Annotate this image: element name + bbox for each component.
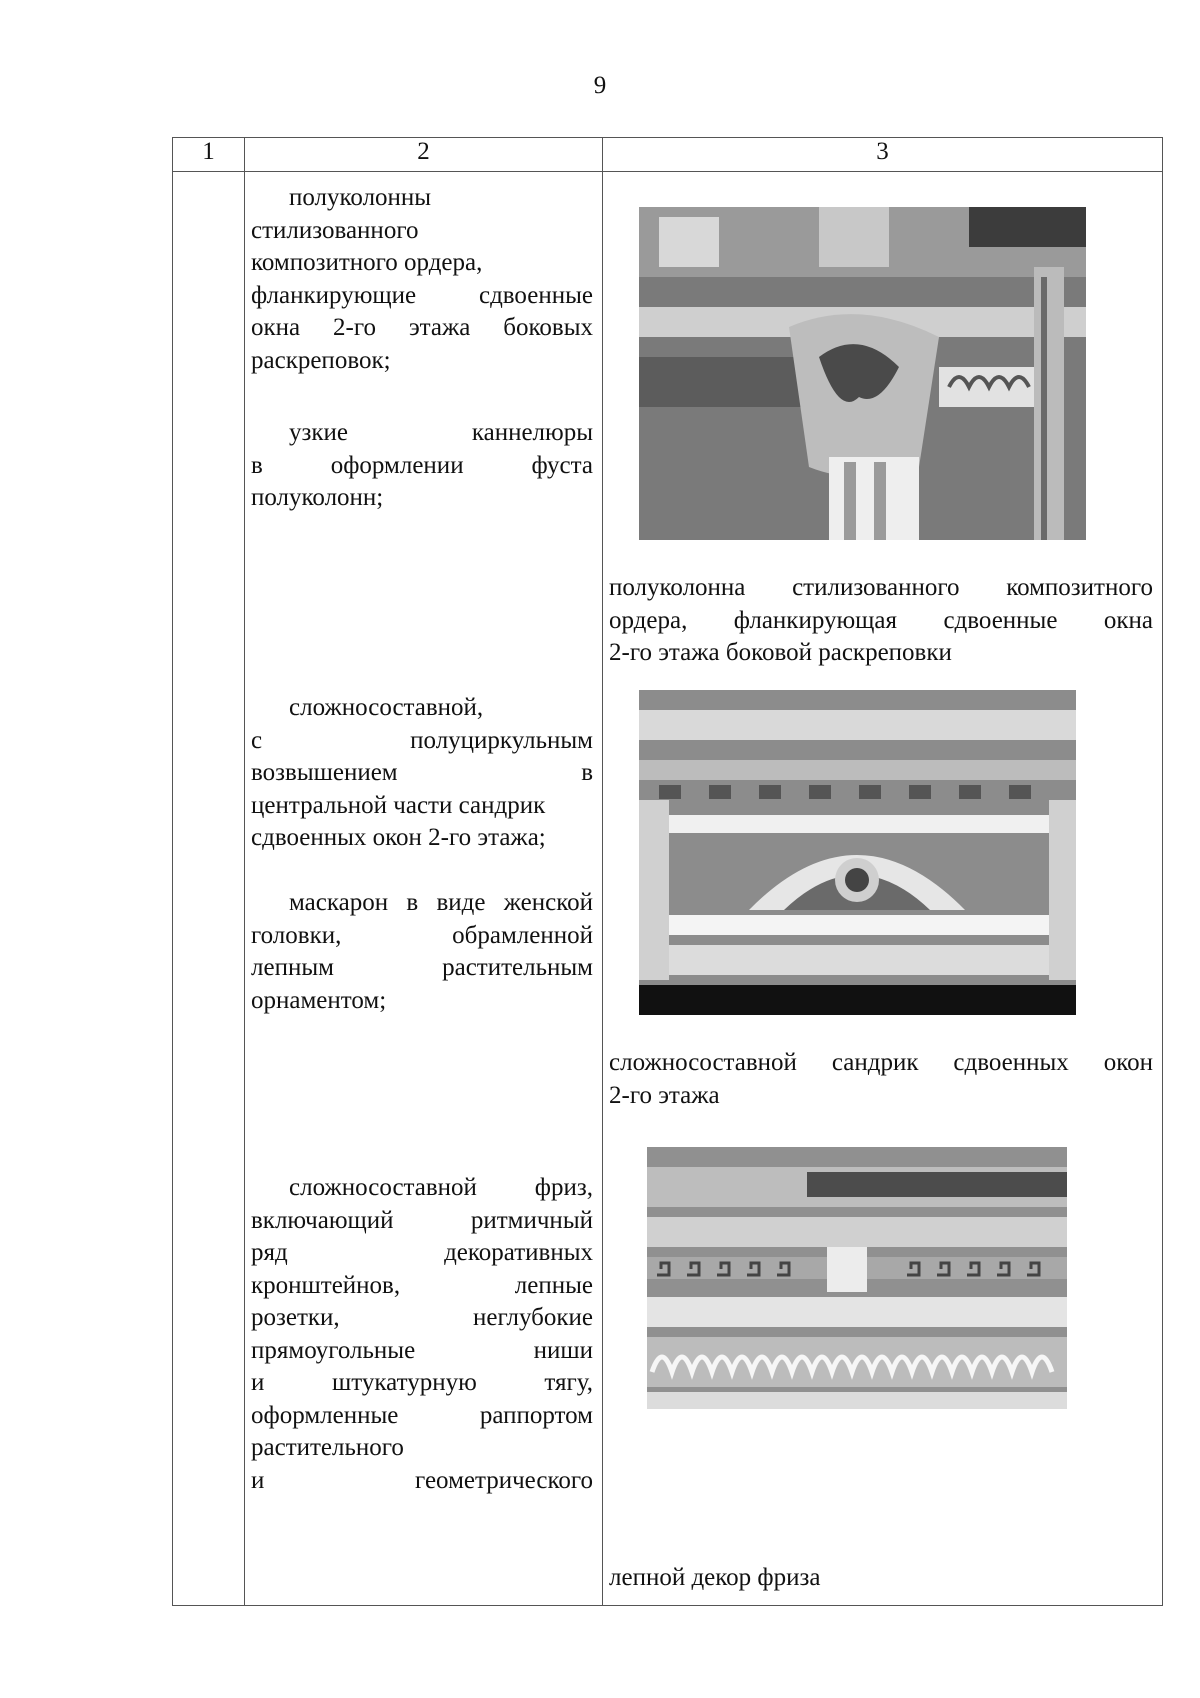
text-line: прямоугольные ниши	[251, 1336, 593, 1364]
text-line: и геометрического	[251, 1466, 593, 1494]
text-line: ордера, фланкирующая сдвоенные окна	[609, 606, 1153, 634]
text-line: сложносоставной фриз,	[289, 1174, 593, 1201]
description-paragraph	[245, 692, 593, 855]
row-number-cell	[173, 172, 245, 1606]
description-paragraph	[245, 1172, 593, 1497]
table-row	[173, 172, 1163, 1606]
column-header-3: 3	[603, 138, 1163, 172]
text-line: 2-го этажа боковой раскреповки	[609, 639, 952, 666]
text-line: полуколонна стилизованного композитного	[609, 574, 1153, 601]
page-number: 9	[593, 72, 607, 99]
text-line: с полуциркульным	[251, 726, 593, 754]
text-line: сложносоставной сандрик сдвоенных окон	[609, 1049, 1153, 1076]
text-line: сложносоставной,	[289, 694, 484, 721]
column-header-1: 1	[173, 138, 245, 172]
photo-caption	[609, 1562, 1153, 1595]
text-line: в оформлении фуста	[251, 451, 593, 479]
text-line: ряд декоративных	[251, 1239, 593, 1266]
text-line: включающий ритмичный	[251, 1206, 593, 1234]
description-cell	[245, 172, 603, 1606]
text-line: лепной декор фриза	[609, 1564, 821, 1591]
text-line: растительного	[251, 1434, 404, 1461]
text-line: маскарон в виде женской	[289, 889, 593, 916]
text-line: центральной части сандрик	[251, 791, 546, 819]
text-line: окна 2-го этажа боковых	[251, 314, 593, 341]
frieze-photo	[647, 1147, 1067, 1409]
text-line: кронштейнов, лепные	[251, 1271, 593, 1299]
table-header-row	[173, 138, 1163, 172]
text-line: узкие каннелюры	[289, 419, 593, 446]
description-paragraph	[245, 417, 593, 515]
illustration-cell	[603, 172, 1163, 1606]
text-line: композитного ордера,	[251, 249, 483, 276]
sandrik-photo	[639, 690, 1076, 1015]
text-line: оформленные раппортом	[251, 1401, 593, 1429]
photo-caption	[609, 572, 1153, 670]
text-line: возвышением в	[251, 759, 593, 786]
description-paragraph	[245, 887, 593, 1017]
photo-caption	[609, 1047, 1153, 1112]
description-paragraph	[245, 182, 593, 377]
text-line: головки, обрамленной	[251, 921, 593, 949]
column-header-2: 2	[245, 138, 603, 172]
text-line: стилизованного	[251, 216, 419, 244]
capital-photo	[639, 207, 1086, 540]
text-line: и штукатурную тягу,	[251, 1369, 593, 1396]
text-line: 2-го этажа	[609, 1081, 720, 1109]
text-line: фланкирующие сдвоенные	[251, 281, 593, 309]
text-line: полуколонн;	[251, 484, 384, 511]
heritage-elements-table	[172, 137, 1163, 1606]
text-line: раскреповок;	[251, 346, 391, 374]
text-line: сдвоенных окон 2-го этажа;	[251, 824, 546, 851]
text-line: орнаментом;	[251, 986, 387, 1014]
text-line: полуколонны	[289, 184, 432, 211]
text-line: розетки, неглубокие	[251, 1304, 593, 1331]
text-line: лепным растительным	[251, 954, 593, 981]
